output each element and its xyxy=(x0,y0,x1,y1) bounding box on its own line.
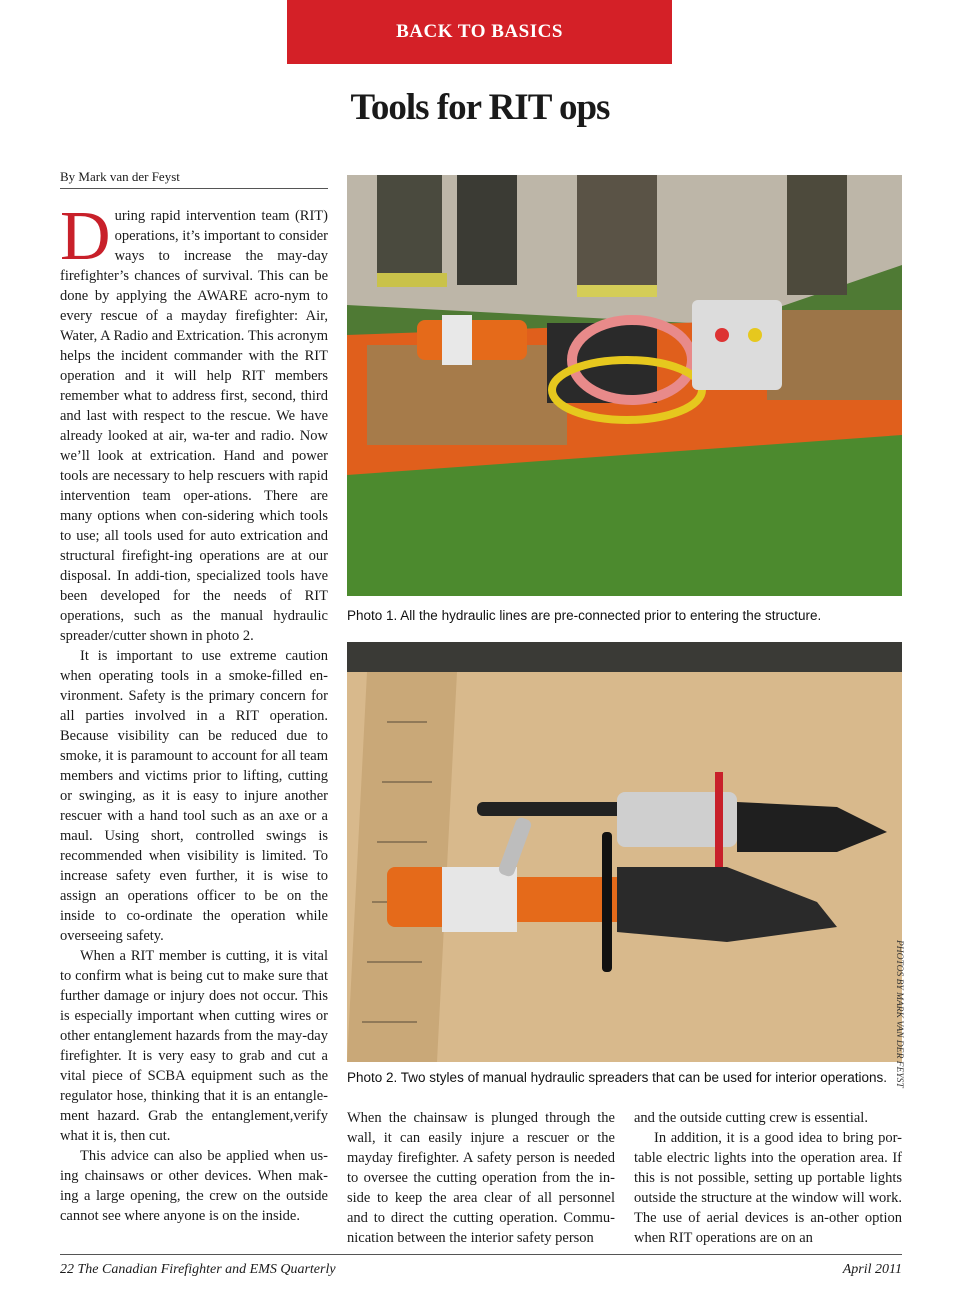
footer-rule xyxy=(60,1254,902,1255)
paragraph-4: This advice can also be applied when us-ing chainsaws or other devices. When mak-ing a large opening, the crew on the outside cannot see where anyone is on the inside. xyxy=(60,1148,328,1224)
body-column-1 xyxy=(60,198,328,1226)
paragraph-1-text: uring rapid intervention team (RIT) operations, it’s important to consider ways to increase the may-day firefighter’s chances of survival. This can be done by applying the AWARE acro-nym to every rescue of a mayday firefighter: Air, Water, A Radio and Extrication. This acronym helps the incident commander with the RIT operation and it will help RIT members remember what to address first, second, third and last with respect to the rescue. We have already looked at air, wa-ter and radio. Now we’ll look at extrication. Hand and power tools are necessary to help rescuers with rapid intervention team oper-ations. There are many options when con-sidering which tools to use; all tools used for auto extrication and structural firefight-ing operations are at our disposal. In addi-tion, specialized tools have been developed for the needs of RIT operations, such as the manual hydraulic spreader/cutter shown in photo 2. xyxy=(60,208,328,644)
section-banner: BACK TO BASICS xyxy=(287,0,672,64)
photo-1-caption: Photo 1. All the hydraulic lines are pre-connected prior to entering the structure. xyxy=(347,608,822,623)
paragraph-3: When a RIT member is cutting, it is vital to confirm what is being cut to make sure that further damage or injury does not occur. This is especially important when cutting wires or other entanglement hazards from the may-day firefighter. It is very easy to grab and cut a vital piece of SCBA equipment such as the regulator hose, thinking that it is an entangle-ment hazard. Grab the entanglement,verify what it is, then cut. xyxy=(60,948,328,1144)
footer-publication: 22 The Canadian Firefighter and EMS Quarterly xyxy=(60,1262,336,1277)
body-column-2 xyxy=(347,1108,615,1248)
photo-credit: PHOTOS BY MARK VAN DER FEYST xyxy=(894,940,904,1088)
photo-1 xyxy=(347,175,902,596)
footer-date: April 2011 xyxy=(842,1262,902,1277)
drop-cap: D xyxy=(60,198,111,275)
paragraph-6: and the outside cutting crew is essential. xyxy=(634,1110,868,1126)
paragraph-5: When the chainsaw is plunged through the wall, it can easily injure a rescuer or the mayday firefighter. A safety person is needed to oversee the cutting operation from the in-side to keep the area clear of all personnel and to direct the cutting operation. Commu-nication between the interior safety person xyxy=(347,1110,615,1246)
paragraph-7: In addition, it is a good idea to bring por-table electric lights into the operation area. If this is not possible, setting up portable lights outside the structure at the window will work. The use of aerial devices is an-other option when RIT operations are on an xyxy=(634,1130,902,1246)
paragraph-1 xyxy=(60,198,328,646)
article-title: Tools for RIT ops xyxy=(350,87,610,128)
byline: By Mark van der Feyst xyxy=(60,169,328,189)
paragraph-2: It is important to use extreme caution when operating tools in a smoke-filled en-vironment. Safety is the primary concern for all parties involved in a RIT operation. Because visibility can be reduced due to smoke, it is paramount to account for all team members and victims prior to lifting, cutting or swinging, as it is easy to injure another rescuer with a hand tool such as an axe or a maul. Using short, controlled swings is recommended when visibility is limited. To increase safety even further, it is wise to assign an operations officer to be on the inside to co-ordinate the operation while overseeing safety. xyxy=(60,648,328,944)
photo-2 xyxy=(347,642,902,1062)
body-column-3 xyxy=(634,1108,902,1248)
photo-2-caption: Photo 2. Two styles of manual hydraulic spreaders that can be used for interior operations. xyxy=(347,1070,888,1085)
